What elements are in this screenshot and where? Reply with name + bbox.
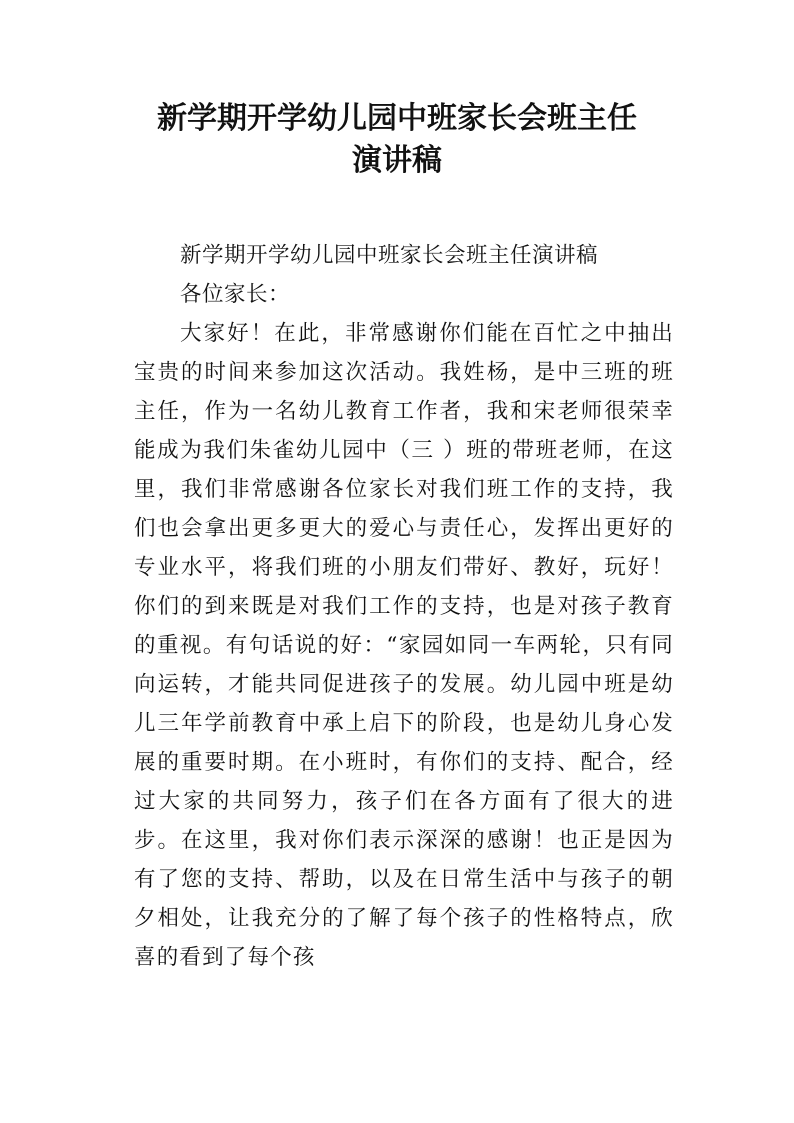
document-body [134,236,674,977]
document-title [100,98,694,182]
body-paragraph: 大家好！在此，非常感谢你们能在百忙之中抽出宝贵的时间来参加这次活动。我姓杨，是中三班的班主任，作为一名幼儿教育工作者，我和宋老师很荣幸能成为我们朱雀幼儿园中（三 ）班的带班老师，在这里，我们非常感谢各位家长对我们班工作的支持，我们也会拿出更多更大的爱心与责任心，发挥出更好的专业水平，将我们班的小朋友们带好、教好，玩好！你们的到来既是对我们工作的支持，也是对孩子教育的重视。有句话说的好：“家园如同一车两轮，只有同向运转，才能共同促进孩子的发展。幼儿园中班是幼儿三年学前教育中承上启下的阶段，也是幼儿身心发展的重要时期。在小班时，有你们的支持、配合，经过大家的共同努力，孩子们在各方面有了很大的进步。在这里，我对你们表示深深的感谢！也正是因为有了您的支持、帮助，以及在日常生活中与孩子的朝夕相处，让我充分的了解了每个孩子的性格特点，欣喜的看到了每个孩 [134,321,674,970]
document-subtitle: 新学期开学幼儿园中班家长会班主任演讲稿 [180,243,599,268]
document-title-line-2: 演讲稿 [352,143,442,178]
salutation: 各位家长： [180,282,291,307]
document-title-line-1: 新学期开学幼儿园中班家长会班主任 [157,101,637,136]
